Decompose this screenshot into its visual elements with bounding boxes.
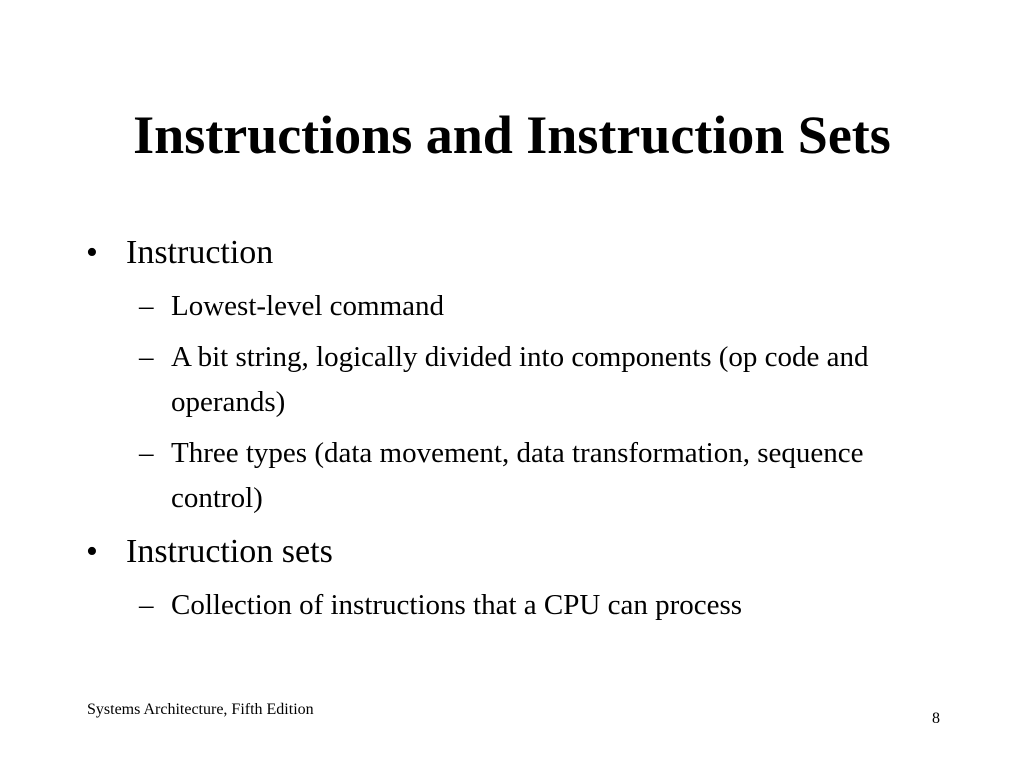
dash-icon: – [139, 589, 154, 621]
sub-list [126, 583, 946, 628]
bullet-icon: • [86, 533, 98, 570]
sub-item [126, 284, 946, 329]
dash-icon: – [139, 341, 154, 373]
sub-item [126, 431, 946, 521]
dash-icon: – [139, 437, 154, 469]
sub-item-text: A bit string, logically divided into components (op code and operands) [171, 341, 869, 418]
sub-item-text: Three types (data movement, data transformation, sequence control) [171, 437, 864, 514]
sub-item [126, 583, 946, 628]
bullet-list [86, 228, 946, 628]
bullet-text: Instruction sets [126, 533, 333, 570]
dash-icon: – [139, 290, 154, 322]
sub-item-text: Lowest-level command [171, 290, 444, 322]
sub-list [126, 284, 946, 521]
sub-item [126, 335, 946, 425]
sub-item-text: Collection of instructions that a CPU can process [171, 589, 743, 621]
bullet-icon: • [86, 234, 98, 271]
slide-title: Instructions and Instruction Sets [133, 105, 891, 165]
footer-source: Systems Architecture, Fifth Edition [87, 701, 314, 718]
bullet-item-instruction [86, 228, 946, 521]
bullet-item-instruction-sets [86, 527, 946, 628]
page-number: 8 [932, 710, 940, 727]
bullet-text: Instruction [126, 234, 274, 271]
